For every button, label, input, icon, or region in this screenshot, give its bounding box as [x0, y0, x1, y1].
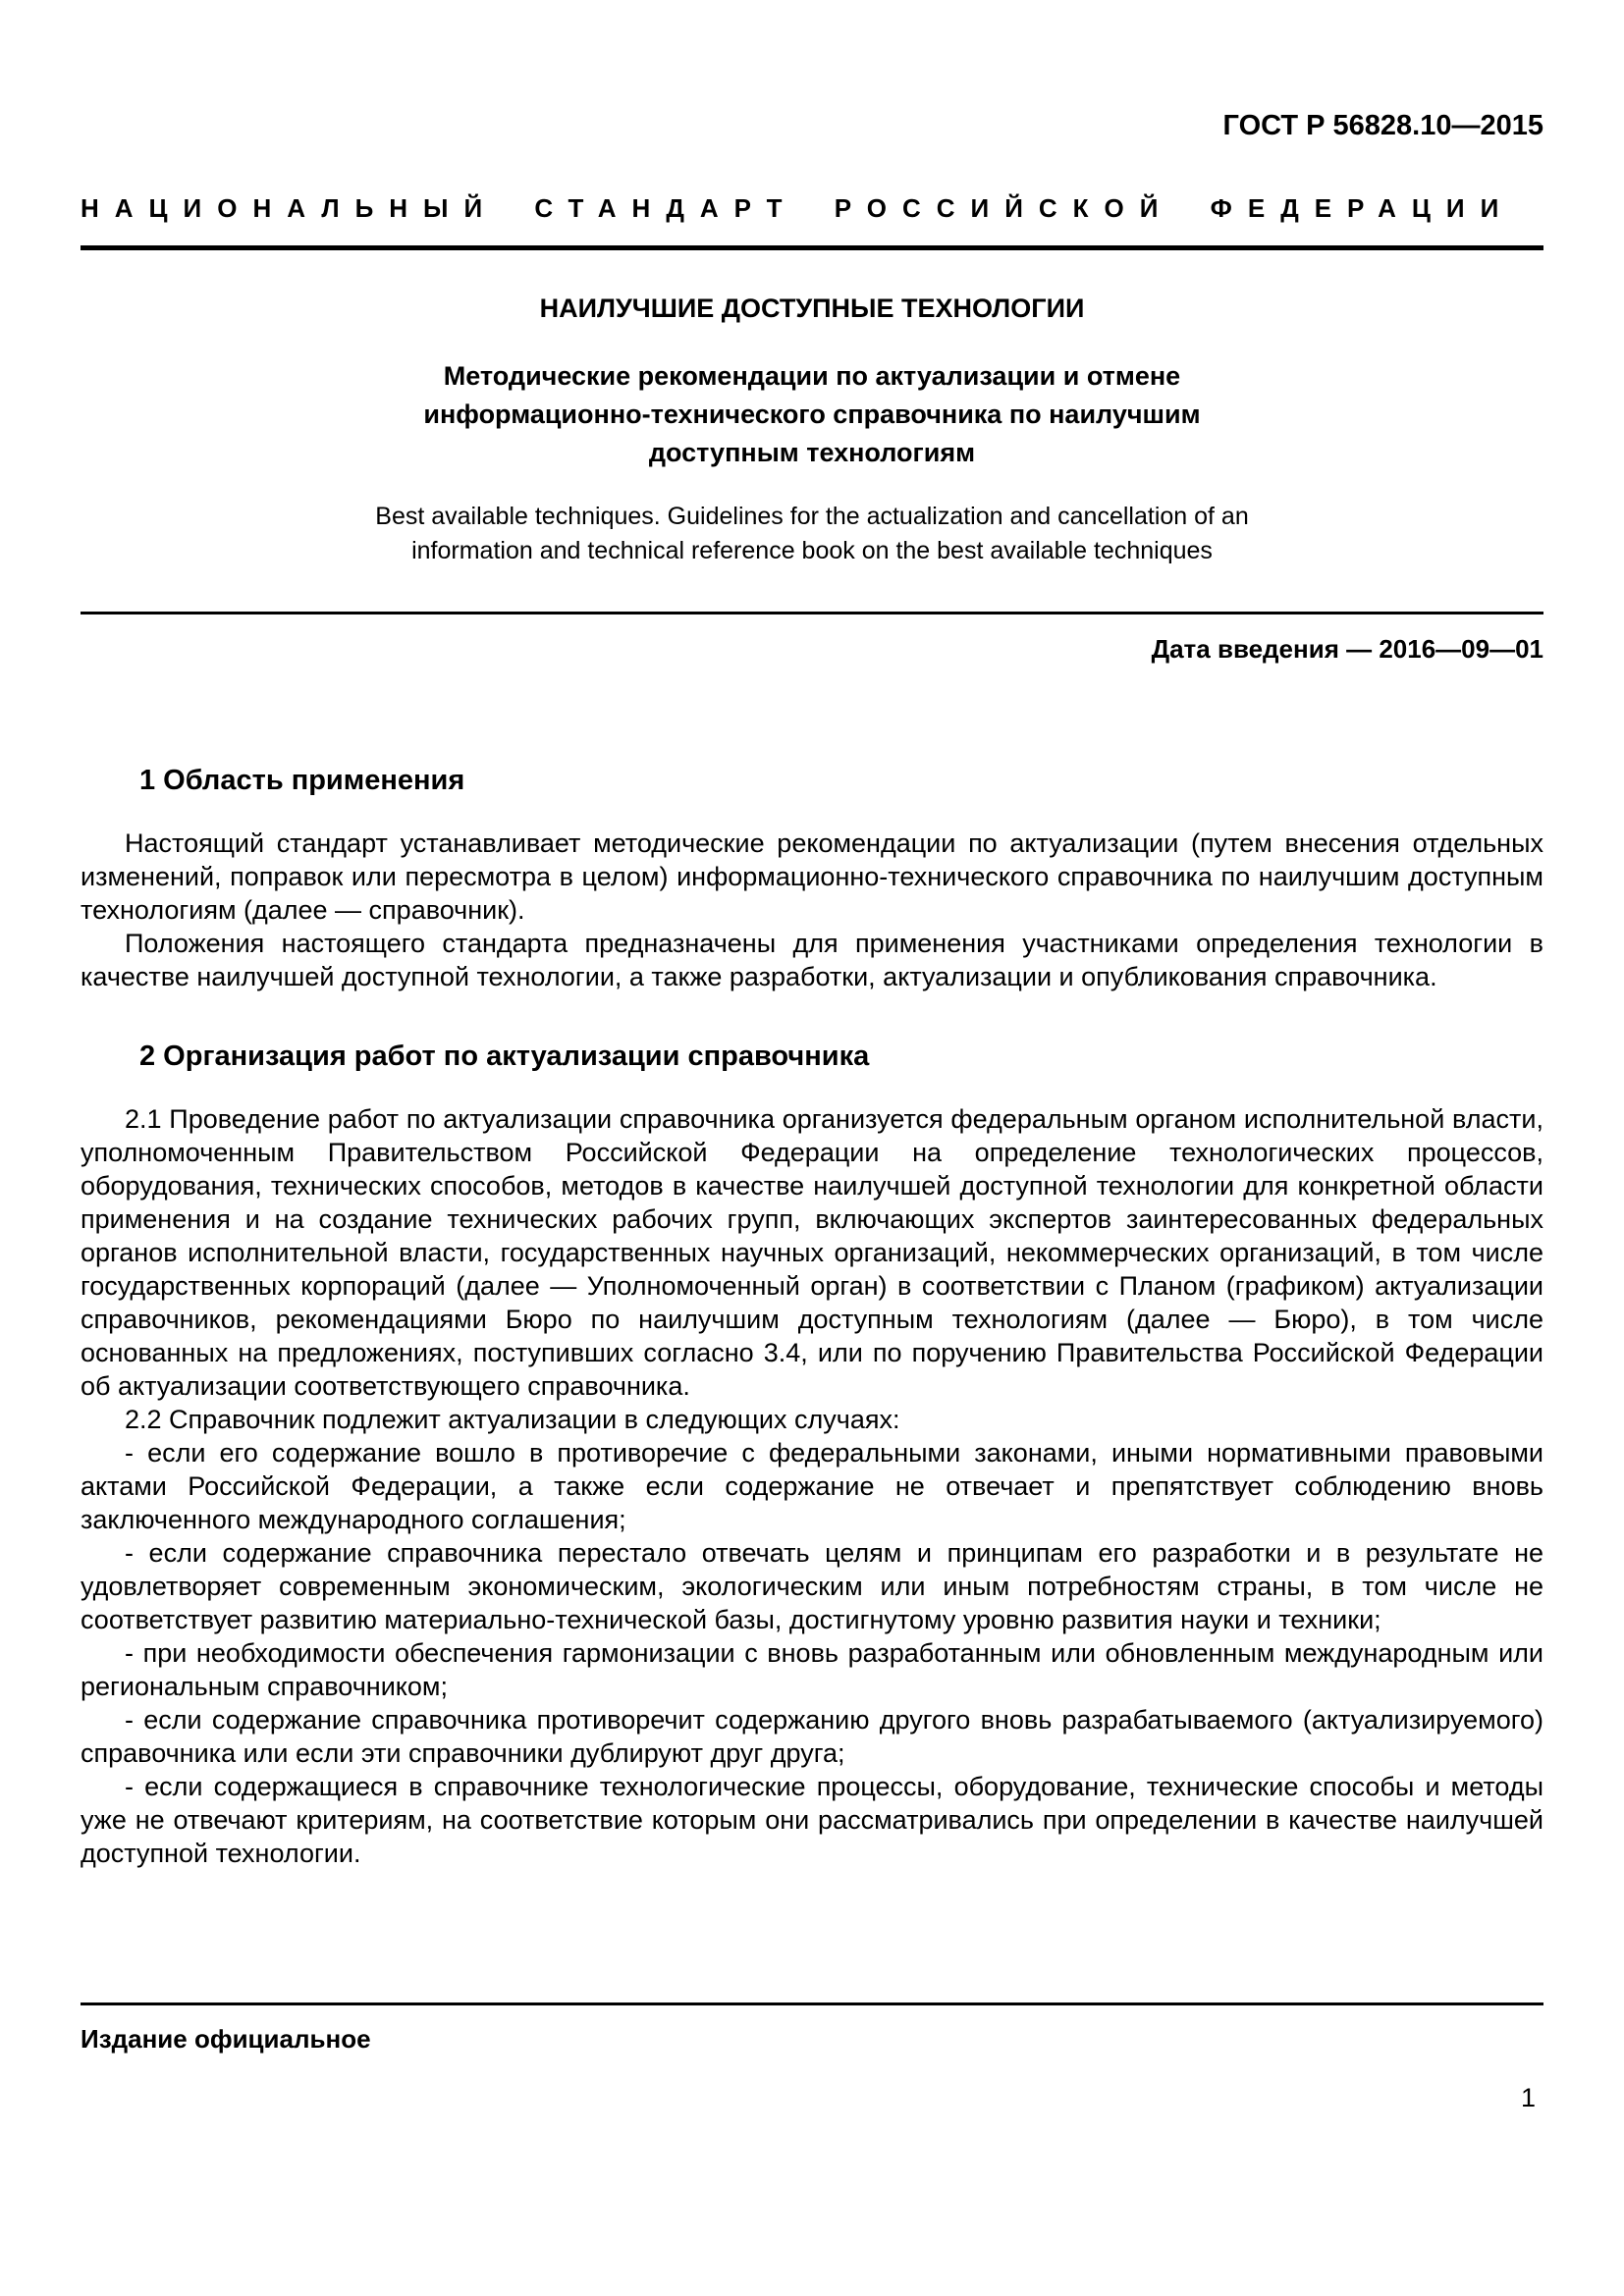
section-2-list-item: - при необходимости обеспечения гармонизации с вновь разработанным или обновленным международным или региональным справочником; [81, 1638, 1543, 1702]
section-2-list-item: - если содержание справочника перестало отвечать целям и принципам его разработки и в результате не удовлетворяет современным экономическим, экологическим или иным потребностям страны, в том числе не соответствует развитию материально-технической базы, достигнутому уровню развития науки и техники; [81, 1538, 1543, 1635]
doc-number: ГОСТ Р 56828.10—2015 [1222, 110, 1543, 141]
effective-date: Дата введения — 2016—09—01 [1151, 634, 1543, 665]
section-2-list-item: - если содержание справочника противоречит содержанию другого вновь разрабатываемого (актуализируемого) справочника или если эти справочники дублируют друг друга; [81, 1705, 1543, 1769]
document-title: НАИЛУЧШИЕ ДОСТУПНЫЕ ТЕХНОЛОГИИ [539, 294, 1085, 323]
document-subtitle: Методические рекомендации по актуализации и отмене информационно-технического справочника по наилучшим доступным технологиям [423, 361, 1201, 468]
section-2-list-item: - если его содержание вошло в противоречие с федеральными законами, иными нормативными правовыми актами Российской Федерации, а также если содержание не отвечает и препятствует соблюдению вновь заключенного международного соглашения; [81, 1438, 1543, 1535]
footer-rule [81, 2002, 1543, 2005]
title-block-rule [81, 612, 1543, 614]
standard-type-banner: НАЦИОНАЛЬНЫЙ СТАНДАРТ РОССИЙСКОЙ ФЕДЕРАЦИИ [81, 193, 1515, 223]
section-1-paragraph: Настоящий стандарт устанавливает методические рекомендации по актуализации (путем внесения отдельных изменений, поправок или пересмотра в целом) информационно-технического справочника по наилучшим доступным технологиям (далее — справочник). [81, 828, 1543, 926]
edition-note: Издание официальное [81, 2024, 371, 2054]
section-1-paragraph: Положения настоящего стандарта предназначены для применения участниками определения технологии в качестве наилучшей доступной технологии, а также разработки, актуализации и опубликования справочника. [81, 929, 1543, 992]
section-1-heading: 1 Область применения [139, 765, 465, 797]
header-rule [81, 245, 1543, 250]
section-2-heading: 2 Организация работ по актуализации справочника [139, 1041, 870, 1073]
document-subtitle-english: Best available techniques. Guidelines for the actualization and cancellation of an information and technical reference book on the best available techniques [375, 503, 1249, 565]
section-2-list-item: - если содержащиеся в справочнике технологические процессы, оборудование, технические способы и методы уже не отвечают критериям, на соответствие которым они рассматривались при определении в качестве наилучшей доступной технологии. [81, 1772, 1543, 1869]
page-number: 1 [1520, 2083, 1536, 2112]
section-2-paragraph: 2.2 Справочник подлежит актуализации в следующих случаях: [125, 1405, 900, 1435]
section-2-paragraph: 2.1 Проведение работ по актуализации справочника организуется федеральным органом исполнительной власти, уполномоченным Правительством Российской Федерации на определение технологических процессов, оборудования, технических способов, методов в качестве наилучшей доступной технологии для конкретной области применения и на создание технических рабочих групп, включающих экспертов заинтересованных федеральных органов исполнительной власти, государственных научных организаций, некоммерческих организаций, в том числе государственных корпораций (далее — Уполномоченный орган) в соответствии с Планом (графиком) актуализации справочников, рекомендациями Бюро по наилучшим доступным технологиям (далее — Бюро), в том числе основанных на предложениях, поступивших согласно 3.4, или по поручению Правительства Российской Федерации об актуализации соответствующего справочника. [81, 1104, 1543, 1402]
